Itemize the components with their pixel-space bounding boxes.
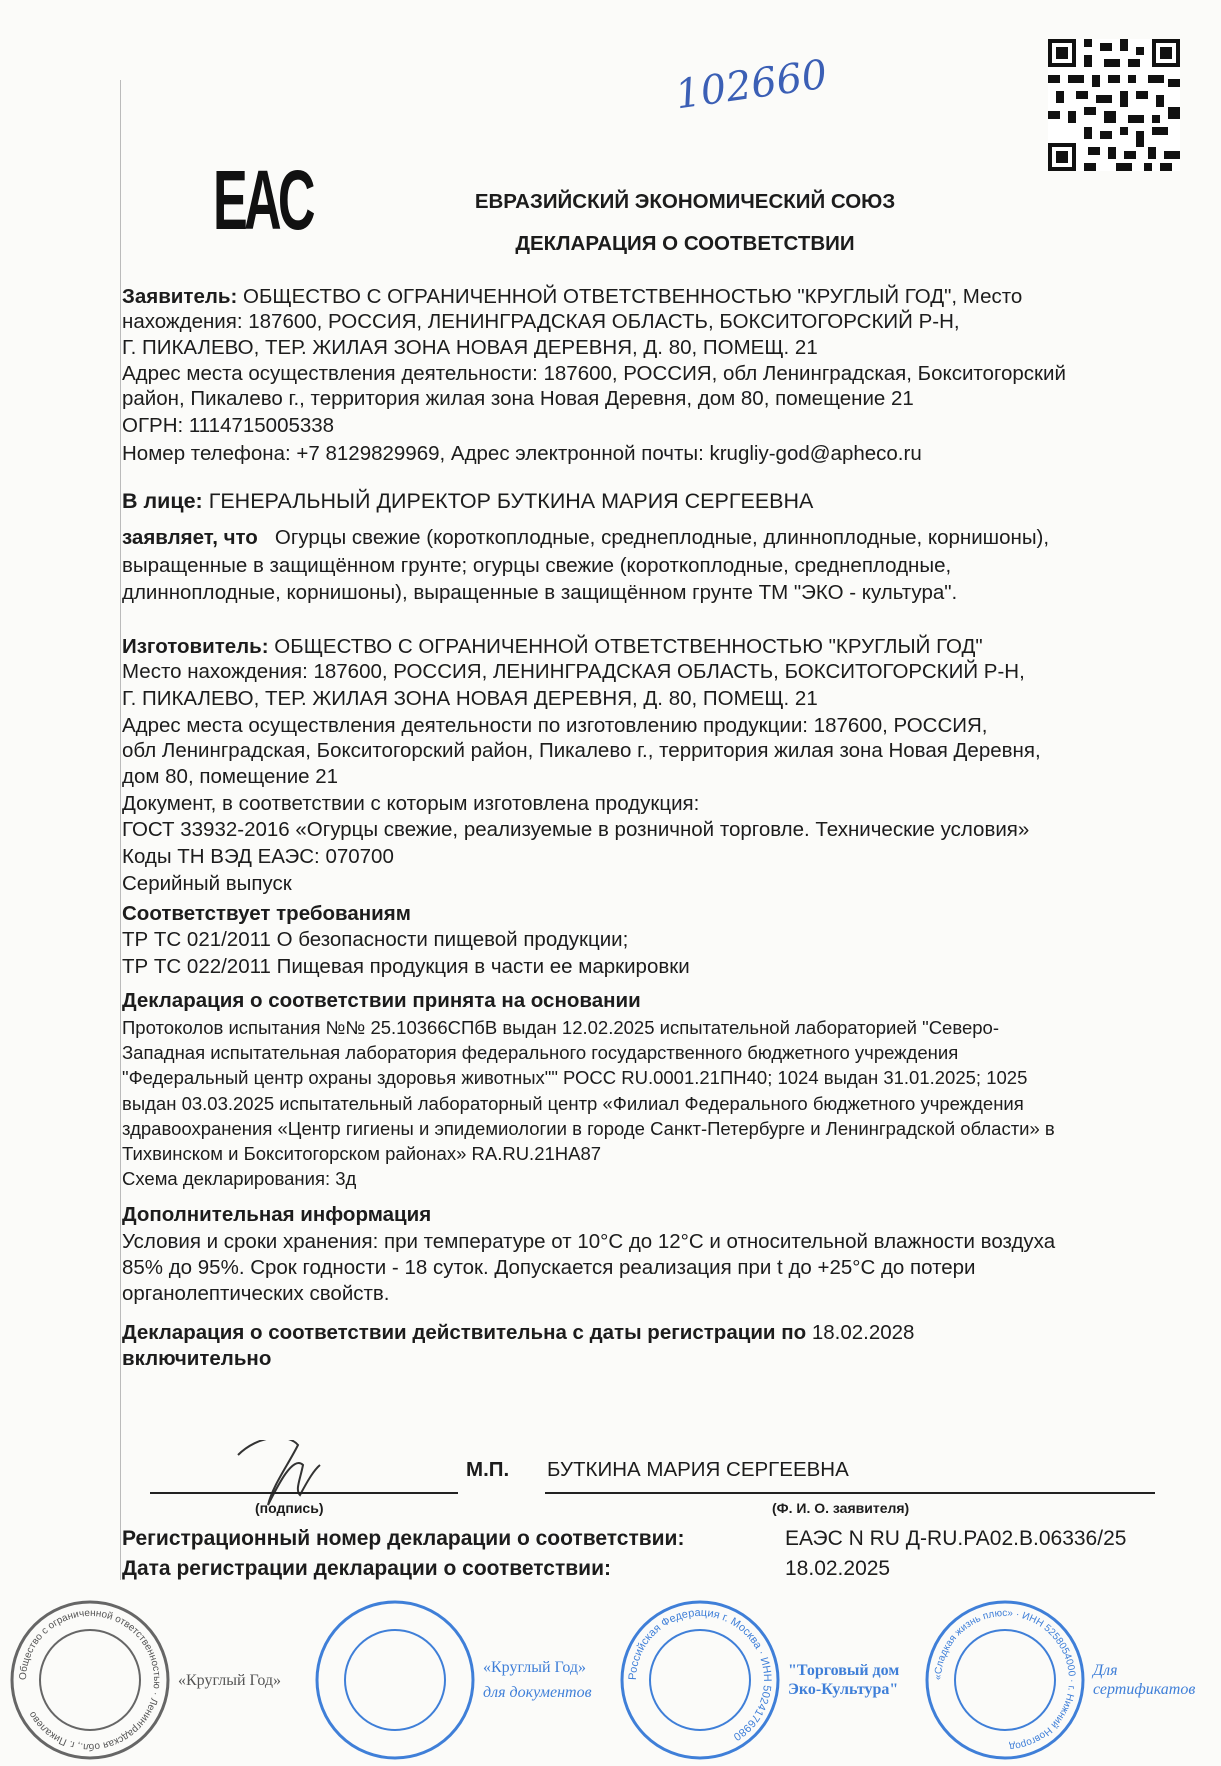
basis-line: Протоколов испытания №№ 25.10366СПбВ выдан 12.02.2025 испытательной лабораторией "Северо- xyxy=(122,1017,999,1038)
manufacturer-line: Адрес места осуществления деятельности по изготовлению продукции: 187600, РОССИЯ, xyxy=(122,714,988,737)
signature-line xyxy=(150,1492,458,1494)
validity-inclusive: включительно xyxy=(122,1347,272,1370)
applicant-label: Заявитель: xyxy=(122,285,238,308)
eac-logo: EAC xyxy=(213,153,312,247)
manufacturer-line: дом 80, помещение 21 xyxy=(122,765,339,788)
cert-stamp-ring: «Сладкая жизнь плюс» · ИНН 5258054000 · г. Нижний Новгород xyxy=(932,1607,1078,1752)
manufacturer-line: обл Ленинградская, Бокситогорский район, Пикалево г., территория жилая зона Новая Деревня, xyxy=(122,739,1041,762)
document-title: ДЕКЛАРАЦИЯ О СООТВЕТСТВИИ xyxy=(515,232,855,255)
docs-stamp xyxy=(315,1600,610,1760)
company-stamp-ring: Общество с ограниченной ответственностью · Ленинградская обл., г. Пикалево xyxy=(17,1607,163,1753)
company-stamp xyxy=(10,1600,305,1760)
docs-stamp-center: «Круглый Год» xyxy=(483,1659,587,1676)
requirement-item: ТР ТС 021/2011 О безопасности пищевой продукции; xyxy=(122,928,629,951)
registration-number-label: Регистрационный номер декларации о соответствии: xyxy=(122,1527,685,1550)
applicant-contacts: Номер телефона: +7 8129829969, Адрес электронной почты: krugliy-god@apheco.ru xyxy=(122,442,922,465)
product-text: Огурцы свежие (короткоплодные, среднеплодные, длинноплодные, корнишоны), xyxy=(257,526,1050,549)
cert-stamp-center: Для сертификатов xyxy=(1093,1662,1196,1698)
basis-line: "Федеральный центр охраны здоровья животных"" РОСС RU.0001.21ПН40; 1024 выдан 31.01.2025; 1025 xyxy=(122,1067,1028,1088)
svg-text:Российская Федерация г. Москва xyxy=(627,1607,773,1743)
manufacturer-label: Изготовитель: xyxy=(122,635,269,658)
name-caption: (Ф. И. О. заявителя) xyxy=(772,1500,910,1516)
manufacturer-line: Серийный выпуск xyxy=(122,872,292,895)
validity-label: Декларация о соответствии действительна с даты регистрации по xyxy=(122,1321,807,1344)
additional-line: Условия и сроки хранения: при температуре от 10°С до 12°С и относительной влажности воздуха xyxy=(122,1230,1056,1253)
cert-stamp-seal xyxy=(925,1600,1085,1760)
registration-date: 18.02.2025 xyxy=(785,1557,891,1580)
scan-margin-line xyxy=(120,80,121,1580)
basis-title: Декларация о соответствии принята на основании xyxy=(122,989,641,1012)
basis-line: Западная испытательная лаборатория федерального государственного бюджетного учреждения xyxy=(122,1042,959,1063)
union-title: ЕВРАЗИЙСКИЙ ЭКОНОМИЧЕСКИЙ СОЮЗ xyxy=(474,190,896,213)
additional-line: 85% до 95%. Срок годности - 18 суток. Допускается реализация при t до +25°С до потери xyxy=(122,1256,976,1279)
declares-line: длинноплодные, корнишоны), выращенные в защищённом грунте ТМ "ЭКО - культура". xyxy=(122,581,958,604)
declares-line xyxy=(122,526,1049,550)
representative-value: ГЕНЕРАЛЬНЫЙ ДИРЕКТОР БУТКИНА МАРИЯ СЕРГЕЕВНА xyxy=(202,489,814,513)
docs-stamp-label: для документов xyxy=(483,1684,592,1701)
manufacturer-line: Коды ТН ВЭД ЕАЭС: 070700 xyxy=(122,845,394,868)
trade-stamp-center: "Торговый дом Эко-Культура" xyxy=(788,1662,900,1698)
signature-caption: (подпись) xyxy=(255,1500,324,1516)
manufacturer-line: ГОСТ 33932-2016 «Огурцы свежие, реализуемые в розничной торговле. Технические условия» xyxy=(122,818,1030,841)
name-line xyxy=(545,1492,1155,1494)
applicant-ogrn: ОГРН: 1114715005338 xyxy=(122,414,335,437)
trade-house-stamp xyxy=(620,1600,915,1760)
manufacturer-name: ОБЩЕСТВО С ОГРАНИЧЕННОЙ ОТВЕТСТВЕННОСТЬЮ "КРУГЛЫЙ ГОД" xyxy=(268,635,983,658)
certificates-stamp xyxy=(925,1600,1220,1760)
seal-place-label: М.П. xyxy=(466,1458,510,1481)
additional-title: Дополнительная информация xyxy=(122,1203,432,1226)
trade-stamp-seal xyxy=(620,1600,780,1760)
manufacturer-line: Место нахождения: 187600, РОССИЯ, ЛЕНИНГРАДСКАЯ ОБЛАСТЬ, БОКСИТОГОРСКИЙ Р-Н, xyxy=(122,660,1025,683)
manufacturer-line: Документ, в соответствии с которым изготовлена продукция: xyxy=(122,792,700,815)
validity-date: 18.02.2028 xyxy=(806,1321,915,1344)
applicant-line: Г. ПИКАЛЕВО, ТЕР. ЖИЛАЯ ЗОНА НОВАЯ ДЕРЕВНЯ, Д. 80, ПОМЕЩ. 21 xyxy=(122,336,818,359)
qr-code-icon xyxy=(1048,34,1180,176)
registration-date-label: Дата регистрации декларации о соответствии: xyxy=(122,1557,611,1580)
manufacturer-line: Г. ПИКАЛЕВО, ТЕР. ЖИЛАЯ ЗОНА НОВАЯ ДЕРЕВНЯ, Д. 80, ПОМЕЩ. 21 xyxy=(122,687,818,710)
requirements-title: Соответствует требованиям xyxy=(122,902,411,925)
company-stamp-center: «Круглый Год» xyxy=(178,1671,282,1689)
applicant-line: нахождения: 187600, РОССИЯ, ЛЕНИНГРАДСКАЯ ОБЛАСТЬ, БОКСИТОГОРСКИЙ Р-Н, xyxy=(122,310,960,333)
declares-label: заявляет, что xyxy=(122,526,258,549)
trade-stamp-ring: Российская Федерация г. Москва · ИНН 5024176980 xyxy=(626,1606,774,1743)
manufacturer-line xyxy=(122,635,983,659)
basis-line: Схема декларирования: 3д xyxy=(122,1168,357,1189)
declares-line: выращенные в защищённом грунте; огурцы свежие (короткоплодные, среднеплодные, xyxy=(122,554,952,577)
handwritten-number: 102660 xyxy=(672,51,831,119)
basis-line: выдан 03.03.2025 испытательный лабораторный центр «Филиал Федерального бюджетного учреждения xyxy=(122,1093,1024,1114)
applicant-name: ОБЩЕСТВО С ОГРАНИЧЕННОЙ ОТВЕТСТВЕННОСТЬЮ "КРУГЛЫЙ ГОД", Место xyxy=(237,285,1023,308)
company-stamp-seal xyxy=(10,1600,170,1760)
representative-line xyxy=(122,489,813,513)
basis-line: здравоохранения «Центр гигиены и эпидемиологии в городе Санкт-Петербурге и Ленинградской области» в xyxy=(122,1118,1055,1139)
representative-label: В лице: xyxy=(122,489,203,513)
basis-line: Тихвинском и Бокситогорском районах» RA.RU.21НА87 xyxy=(122,1143,602,1164)
requirement-item: ТР ТС 022/2011 Пищевая продукция в части ее маркировки xyxy=(122,955,690,978)
registration-number: ЕАЭС N RU Д-RU.РА02.В.06336/25 xyxy=(785,1527,1127,1550)
applicant-line: Адрес места осуществления деятельности: 187600, РОССИЯ, обл Ленинградская, Бокситогорский xyxy=(122,362,1066,385)
docs-stamp-seal xyxy=(315,1600,475,1760)
validity-line xyxy=(122,1321,914,1345)
signatory-name: БУТКИНА МАРИЯ СЕРГЕЕВНА xyxy=(547,1458,849,1481)
additional-line: органолептических свойств. xyxy=(122,1282,390,1305)
applicant-line: район, Пикалево г., территория жилая зона Новая Деревня, дом 80, помещение 21 xyxy=(122,387,914,410)
applicant-line xyxy=(122,285,1022,309)
